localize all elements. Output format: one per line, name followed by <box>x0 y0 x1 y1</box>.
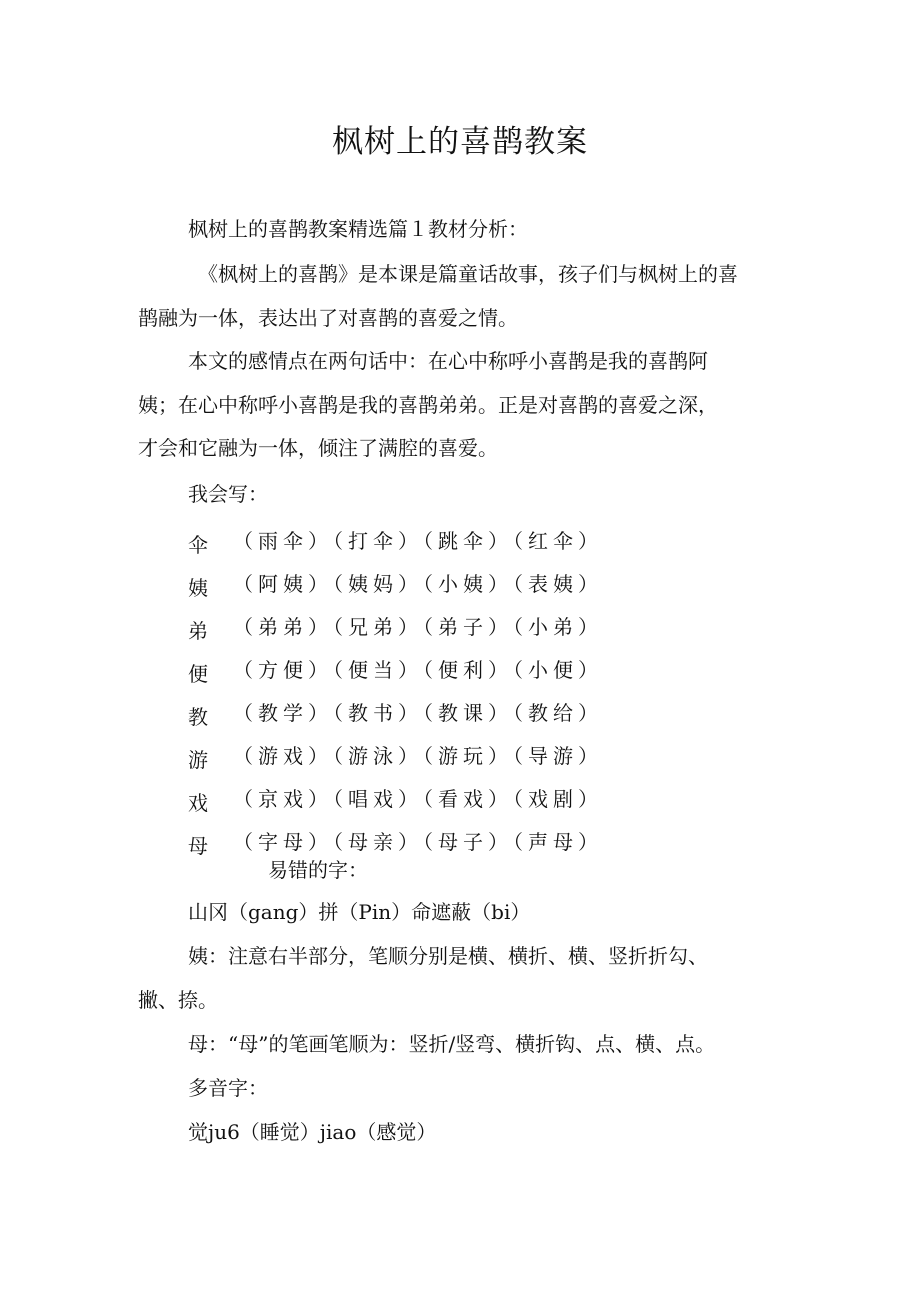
paragraph-1-line-1: 《枫树上的喜鹊》是本课是篇童话故事，孩子们与枫树上的喜 <box>198 262 738 286</box>
vocab-char: 母 <box>188 834 208 858</box>
polyphone-heading: 多音字： <box>188 1076 268 1100</box>
error-line-2a: 姨：注意右半部分，笔顺分别是横、横折、横、竖折折勾、 <box>188 944 708 968</box>
paragraph-2-line-2: 姨；在心中称呼小喜鹊是我的喜鹊弟弟。正是对喜鹊的喜爱之深， <box>138 393 718 417</box>
vocab-words: （阿姨）（姨妈）（小姨）（表姨） <box>233 572 603 596</box>
paragraph-2-line-1: 本文的感情点在两句话中：在心中称呼小喜鹊是我的喜鹊阿 <box>188 349 708 373</box>
vocab-words: （方便）（便当）（便利）（小便） <box>233 658 603 682</box>
error-heading: 易错的字： <box>268 858 368 882</box>
vocab-words: （京戏）（唱戏）（看戏）（戏剧） <box>233 787 603 811</box>
vocab-char: 戏 <box>188 791 208 815</box>
error-line-1: 山冈（gang）拼（Pin）命遮蔽（bi） <box>188 900 531 924</box>
vocab-words: （游戏）（游泳）（游玩）（导游） <box>233 744 603 768</box>
intro-heading: 枫树上的喜鹊教案精选篇１教材分析： <box>188 217 528 241</box>
vocab-words: （字母）（母亲）（母子）（声母） <box>233 830 603 854</box>
paragraph-2-line-3: 才会和它融为一体，倾注了满腔的喜爱。 <box>138 436 498 460</box>
vocab-char: 游 <box>188 748 208 772</box>
document-title: 枫树上的喜鹊教案 <box>332 124 588 160</box>
vocab-char: 弟 <box>188 619 208 643</box>
vocab-char: 伞 <box>188 533 208 557</box>
write-heading: 我会写： <box>188 482 268 506</box>
vocab-words: （弟弟）（兄弟）（弟子）（小弟） <box>233 615 603 639</box>
vocab-words: （雨伞）（打伞）（跳伞）（红伞） <box>233 529 603 553</box>
vocab-words: （教学）（教书）（教课）（教给） <box>233 701 603 725</box>
error-line-3: 母：“母”的笔画笔顺为：竖折/竖弯、横折钩、点、横、点。 <box>188 1032 716 1056</box>
vocab-char: 便 <box>188 662 208 686</box>
polyphone-line-1: 觉ju6（睡觉）jiao（感觉） <box>188 1120 437 1144</box>
paragraph-1-line-2: 鹊融为一体，表达出了对喜鹊的喜爱之情。 <box>138 306 518 330</box>
error-line-2b: 撇、捺。 <box>138 988 218 1012</box>
vocab-char: 教 <box>188 705 208 729</box>
vocab-char: 姨 <box>188 576 208 600</box>
